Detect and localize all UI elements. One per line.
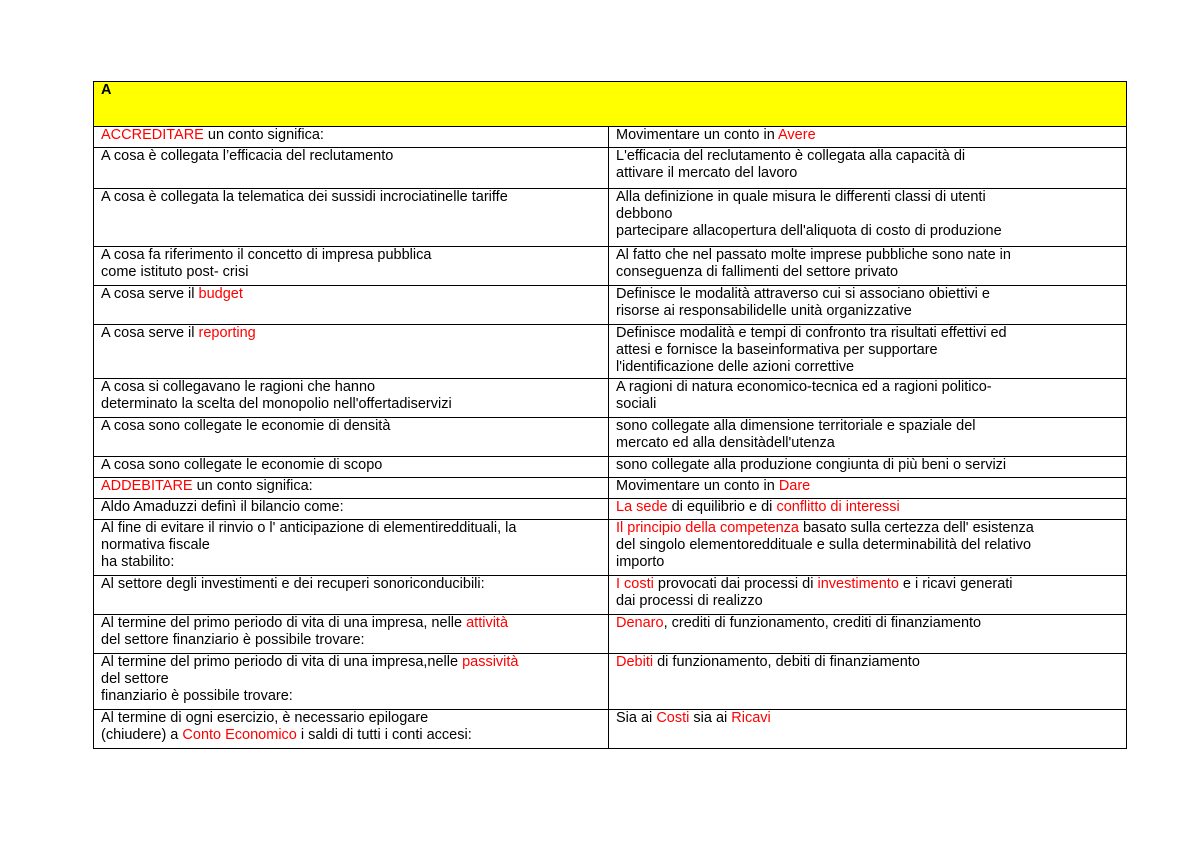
table-row — [94, 418, 1127, 457]
text-line — [616, 379, 1126, 396]
question-cell — [94, 710, 609, 749]
text-line — [616, 499, 1126, 516]
text-segment: A cosa è collegata l’efficacia del reclutamento — [101, 148, 394, 164]
text-segment: A cosa sono collegate le economie di densità — [101, 418, 391, 434]
question-cell — [94, 286, 609, 325]
text-segment: mercato ed alla densitàdell'utenza — [616, 435, 835, 451]
text-segment: A ragioni di natura economico-tecnica ed a ragioni politico- — [616, 379, 992, 395]
answer-cell — [609, 247, 1127, 286]
text-line — [616, 520, 1126, 537]
text-segment: A cosa si collegavano le ragioni che hanno — [101, 379, 376, 395]
text-line — [101, 688, 608, 705]
text-segment: Movimentare un conto in — [616, 127, 779, 143]
table-row — [94, 325, 1127, 379]
text-segment: Al termine di ogni esercizio, è necessario epilogare — [101, 710, 429, 726]
highlighted-term: passività — [462, 654, 519, 670]
answer-cell — [609, 418, 1127, 457]
text-line — [101, 148, 608, 165]
text-line — [101, 710, 608, 727]
highlighted-term: ADDEBITARE — [101, 478, 193, 494]
text-line — [101, 264, 608, 281]
text-line — [616, 615, 1126, 632]
glossary-table — [93, 81, 1127, 749]
text-line — [616, 264, 1126, 281]
highlighted-term: budget — [198, 286, 243, 302]
answer-cell — [609, 478, 1127, 499]
question-cell — [94, 189, 609, 247]
text-segment: Definisce modalità e tempi di confronto tra risultati effettivi ed — [616, 325, 1007, 341]
table-row — [94, 520, 1127, 576]
text-line — [101, 189, 608, 206]
table-row — [94, 710, 1127, 749]
text-segment: attesi e fornisce la baseinformativa per supportare — [616, 342, 938, 358]
text-segment: del settore — [101, 671, 169, 687]
text-segment: finanziario è possibile trovare: — [101, 688, 293, 704]
text-line — [101, 127, 608, 144]
answer-cell — [609, 189, 1127, 247]
highlighted-term: Il principio della competenza — [616, 520, 799, 536]
highlighted-term: ACCREDITARE — [101, 127, 204, 143]
text-line — [616, 127, 1126, 144]
text-line — [616, 457, 1126, 474]
text-segment: come istituto post- crisi — [101, 264, 249, 280]
text-segment: Sia ai — [616, 710, 657, 726]
text-segment: Al termine del primo periodo di vita di una impresa, nelle — [101, 615, 467, 631]
table-row — [94, 576, 1127, 615]
table-row — [94, 247, 1127, 286]
table-row — [94, 457, 1127, 478]
text-segment: l'identificazione delle azioni correttive — [616, 359, 855, 375]
text-line — [101, 418, 608, 435]
question-cell — [94, 654, 609, 710]
highlighted-term: investimento — [817, 576, 899, 592]
text-segment: Alla definizione in quale misura le differenti classi di utenti — [616, 189, 986, 205]
table-row — [94, 189, 1127, 247]
text-line — [101, 727, 608, 744]
answer-cell — [609, 379, 1127, 418]
text-segment: di equilibrio e di — [667, 499, 777, 515]
text-segment: Movimentare un conto in — [616, 478, 779, 494]
text-segment: un conto significa: — [192, 478, 313, 494]
text-segment: sono collegate alla produzione congiunta di più beni o servizi — [616, 457, 1007, 473]
text-line — [101, 537, 608, 554]
highlighted-term: La sede — [616, 499, 668, 515]
text-segment: determinato la scelta del monopolio nell'offertadiservizi — [101, 396, 452, 412]
text-line — [616, 396, 1126, 413]
text-segment: sono collegate alla dimensione territoriale e spaziale del — [616, 418, 976, 434]
highlighted-term: Avere — [778, 127, 816, 143]
text-line — [616, 247, 1126, 264]
text-line — [616, 148, 1126, 165]
question-cell — [94, 127, 609, 148]
highlighted-term: Debiti — [616, 654, 654, 670]
text-segment: A cosa serve il — [101, 325, 199, 341]
text-segment: A cosa fa riferimento il concetto di impresa pubblica — [101, 247, 432, 263]
highlighted-term: Conto Economico — [182, 727, 297, 743]
highlighted-term: conflitto di interessi — [776, 499, 900, 515]
text-line — [616, 710, 1126, 727]
text-line — [616, 654, 1126, 671]
highlighted-term: attività — [466, 615, 509, 631]
section-header-row — [94, 82, 1127, 127]
question-cell — [94, 520, 609, 576]
answer-cell — [609, 520, 1127, 576]
text-line — [101, 478, 608, 495]
highlighted-term: Ricavi — [731, 710, 771, 726]
question-cell — [94, 478, 609, 499]
answer-cell — [609, 148, 1127, 189]
table-row — [94, 286, 1127, 325]
glossary-body — [94, 82, 1127, 749]
table-row — [94, 478, 1127, 499]
text-line — [616, 593, 1126, 610]
text-line — [616, 418, 1126, 435]
table-row — [94, 127, 1127, 148]
question-cell — [94, 325, 609, 379]
text-segment: attivare il mercato del lavoro — [616, 165, 798, 181]
text-line — [616, 206, 1126, 223]
text-segment: conseguenza di fallimenti del settore privato — [616, 264, 899, 280]
text-line — [616, 165, 1126, 182]
text-segment: sia ai — [689, 710, 732, 726]
highlighted-term: Costi — [656, 710, 690, 726]
text-segment: del settore finanziario è possibile trovare: — [101, 632, 365, 648]
question-cell — [94, 576, 609, 615]
question-cell — [94, 499, 609, 520]
text-line — [101, 671, 608, 688]
question-cell — [94, 148, 609, 189]
text-segment: Al fatto che nel passato molte imprese pubbliche sono nate in — [616, 247, 1011, 263]
text-segment: debbono — [616, 206, 673, 222]
text-line — [101, 576, 608, 593]
highlighted-term: Denaro — [616, 615, 664, 631]
text-line — [101, 247, 608, 264]
text-line — [101, 632, 608, 649]
text-line — [101, 286, 608, 303]
text-segment: A cosa serve il — [101, 286, 199, 302]
text-segment: A cosa sono collegate le economie di scopo — [101, 457, 383, 473]
text-segment: risorse ai responsabilidelle unità organizzative — [616, 303, 912, 319]
answer-cell — [609, 576, 1127, 615]
text-segment: Definisce le modalità attraverso cui si associano obiettivi e — [616, 286, 990, 302]
table-row — [94, 379, 1127, 418]
highlighted-term: Dare — [778, 478, 811, 494]
table-row — [94, 615, 1127, 654]
answer-cell — [609, 325, 1127, 379]
text-segment: ha stabilito: — [101, 554, 175, 570]
question-cell — [94, 379, 609, 418]
question-cell — [94, 615, 609, 654]
text-line — [101, 615, 608, 632]
answer-cell — [609, 654, 1127, 710]
text-line — [101, 325, 608, 342]
text-segment: (chiudere) a — [101, 727, 183, 743]
question-cell — [94, 247, 609, 286]
text-line — [616, 223, 1126, 240]
text-segment: importo — [616, 554, 665, 570]
text-line — [616, 478, 1126, 495]
answer-cell — [609, 710, 1127, 749]
text-segment: e i ricavi generati — [898, 576, 1013, 592]
text-line — [616, 537, 1126, 554]
text-line — [616, 303, 1126, 320]
text-segment: A cosa è collegata la telematica dei sussidi incrociatinelle tariffe — [101, 189, 508, 205]
question-cell — [94, 418, 609, 457]
answer-cell — [609, 457, 1127, 478]
text-line — [101, 457, 608, 474]
text-line — [616, 189, 1126, 206]
text-line — [101, 554, 608, 571]
highlighted-term: I costi — [616, 576, 654, 592]
text-segment: Al fine di evitare il rinvio o l' anticipazione di elementireddituali, la — [101, 520, 517, 536]
text-line — [101, 379, 608, 396]
text-line — [616, 359, 1126, 376]
answer-cell — [609, 127, 1127, 148]
text-segment: dai processi di realizzo — [616, 593, 763, 609]
answer-cell — [609, 499, 1127, 520]
text-segment: , crediti di funzionamento, crediti di finanziamento — [663, 615, 982, 631]
text-segment: i saldi di tutti i conti accesi: — [296, 727, 472, 743]
text-line — [616, 342, 1126, 359]
text-line — [101, 499, 608, 516]
text-line — [101, 520, 608, 537]
text-segment: provocati dai processi di — [653, 576, 818, 592]
text-segment: del singolo elementoreddituale e sulla determinabilità del relativo — [616, 537, 1032, 553]
text-segment: un conto significa: — [203, 127, 324, 143]
question-cell — [94, 457, 609, 478]
text-line — [616, 435, 1126, 452]
text-segment: L'efficacia del reclutamento è collegata alla capacità di — [616, 148, 966, 164]
text-line — [616, 286, 1126, 303]
answer-cell — [609, 286, 1127, 325]
text-segment: basato sulla certezza dell' esistenza — [798, 520, 1034, 536]
table-row — [94, 499, 1127, 520]
text-line — [616, 554, 1126, 571]
text-segment: normativa fiscale — [101, 537, 210, 553]
text-segment: Aldo Amaduzzi definì il bilancio come: — [101, 499, 344, 515]
text-segment: partecipare allacopertura dell'aliquota di costo di produzione — [616, 223, 1002, 239]
text-segment: Al termine del primo periodo di vita di una impresa,nelle — [101, 654, 463, 670]
text-segment: sociali — [616, 396, 657, 412]
text-segment: Al settore degli investimenti e dei recuperi sonoriconducibili: — [101, 576, 485, 592]
table-row — [94, 148, 1127, 189]
text-line — [616, 576, 1126, 593]
section-letter: A — [94, 82, 1127, 127]
table-row — [94, 654, 1127, 710]
text-line — [101, 654, 608, 671]
text-line — [616, 325, 1126, 342]
text-segment: di funzionamento, debiti di finanziamento — [653, 654, 920, 670]
answer-cell — [609, 615, 1127, 654]
highlighted-term: reporting — [198, 325, 256, 341]
text-line — [101, 396, 608, 413]
